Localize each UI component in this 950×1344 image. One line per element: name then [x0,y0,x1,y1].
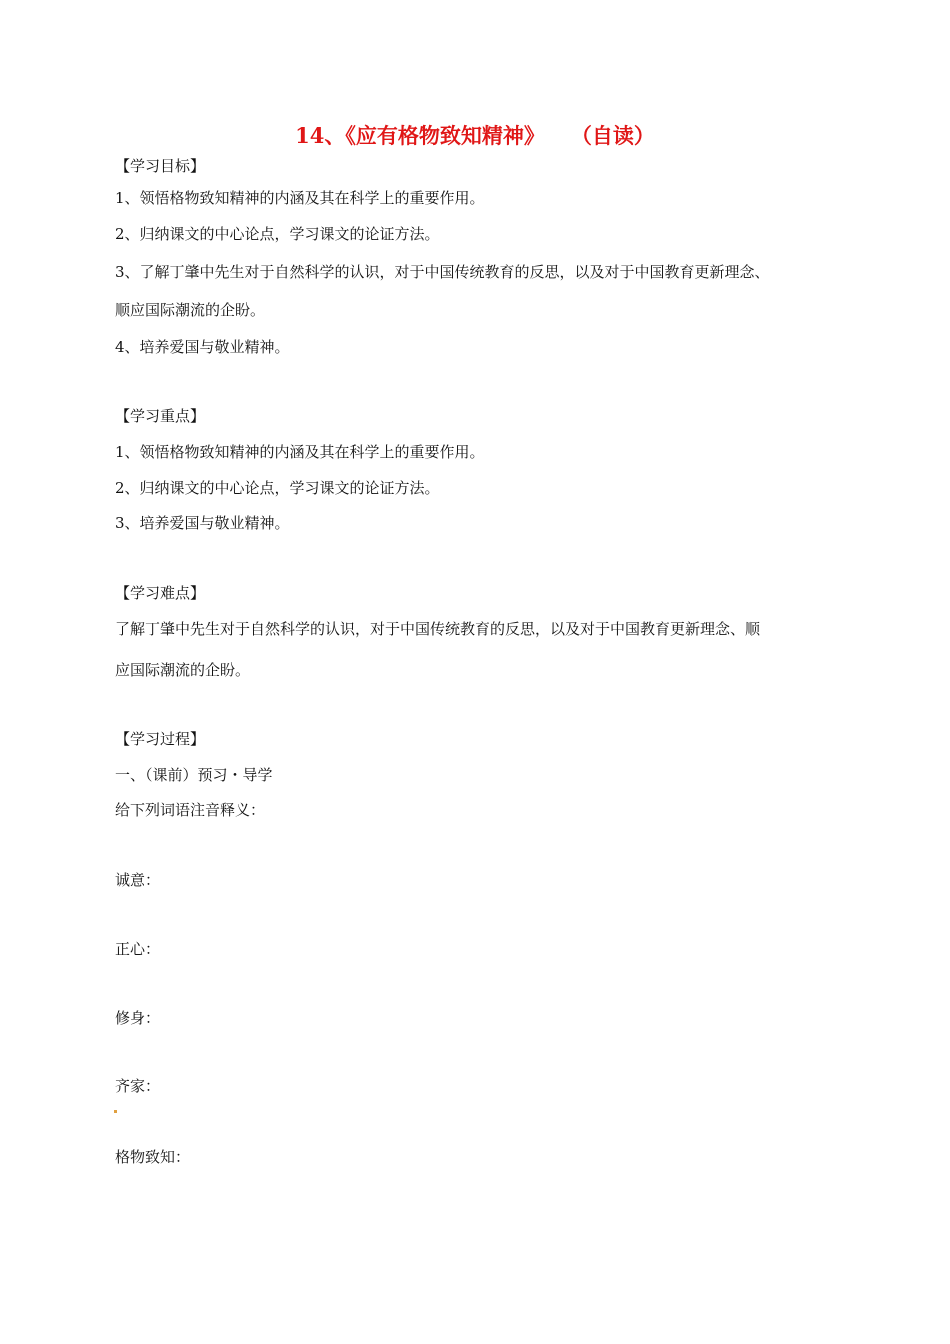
key-point-item-3: 3、培养爱国与敬业精神。 [115,514,290,532]
difficulty-item: 了解丁肇中先生对于自然科学的认识，对于中国传统教育的反思，以及对于中国教育更新理念、顺 [115,620,761,638]
difficulty-item-cont: 应国际潮流的企盼。 [115,661,251,679]
stray-mark [114,1110,117,1113]
process-heading: 【学习过程】 [115,730,206,748]
key-point-item-1: 1、领悟格物致知精神的内涵及其在科学上的重要作用。 [115,443,485,461]
term-label: 诚意： [115,871,161,889]
objectives-heading: 【学习目标】 [115,157,206,175]
key-point-item-2: 2、归纳课文的中心论点，学习课文的论证方法。 [115,479,440,497]
process-section: 一、（课前）预习・导学 [115,766,273,784]
objective-item-2: 2、归纳课文的中心论点，学习课文的论证方法。 [115,225,440,243]
objective-item-3-cont: 顺应国际潮流的企盼。 [115,301,266,319]
title-suffix: （自读） [570,123,655,148]
term-label: 格物致知： [115,1148,191,1166]
title-main: 14、《应有格物致知精神》 [295,123,545,148]
objective-item-1: 1、领悟格物致知精神的内涵及其在科学上的重要作用。 [115,189,485,207]
objective-item-4: 4、培养爱国与敬业精神。 [115,338,290,356]
page-title [0,122,950,150]
difficulties-heading: 【学习难点】 [115,584,206,602]
objective-item-3: 3、了解丁肇中先生对于自然科学的认识，对于中国传统教育的反思，以及对于中国教育更新理念、 [115,263,770,281]
process-instruction: 给下列词语注音释义： [115,801,266,819]
term-label: 正心： [115,940,161,958]
key-points-heading: 【学习重点】 [115,407,206,425]
term-label: 修身： [115,1009,161,1027]
term-label: 齐家： [115,1077,161,1095]
